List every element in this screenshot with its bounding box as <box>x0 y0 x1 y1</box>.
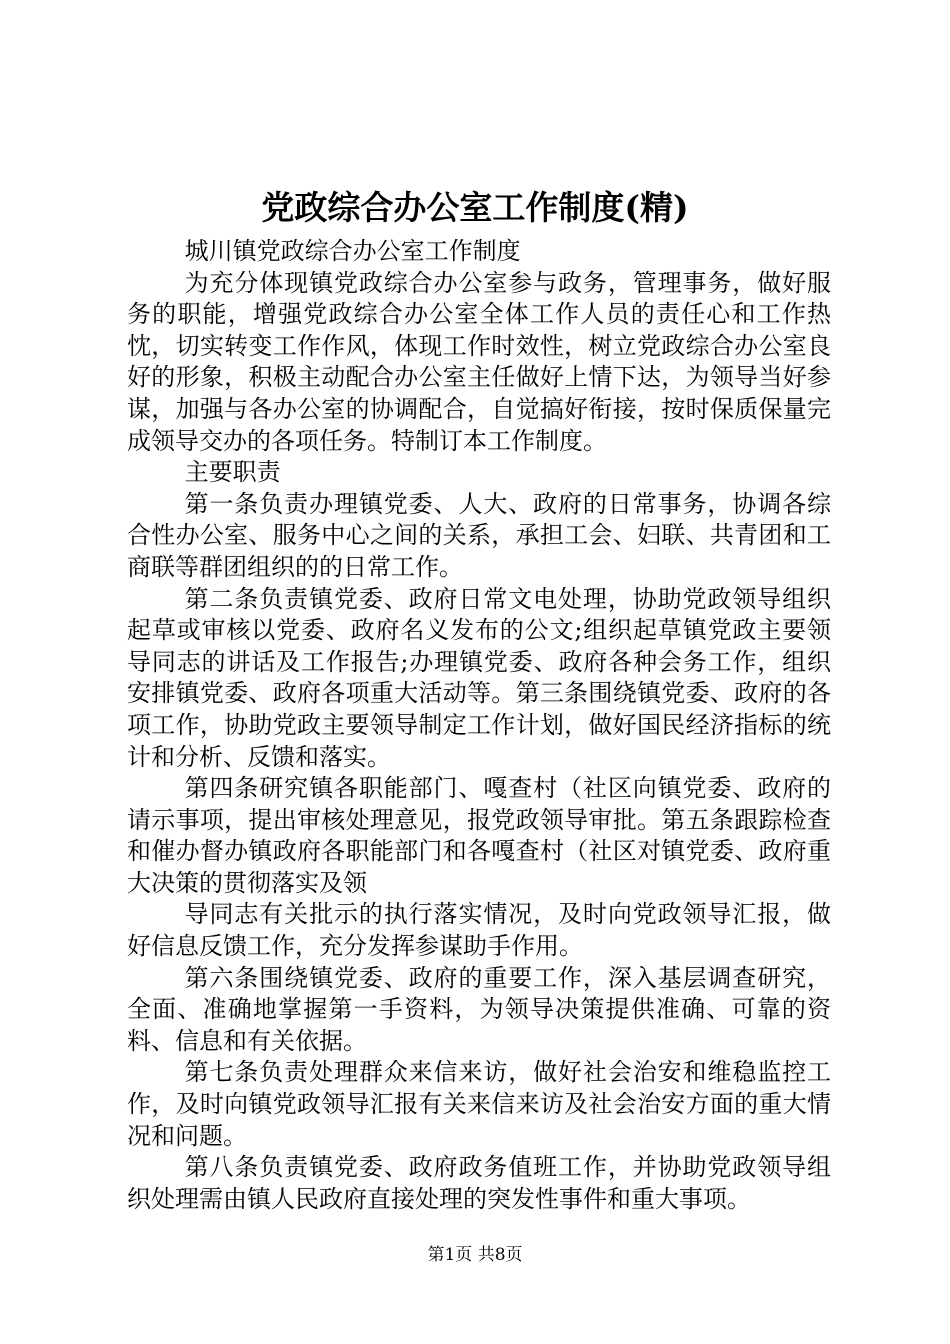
document-title: 党政综合办公室工作制度(精) <box>261 188 689 227</box>
paragraph-article-1: 第一条负责办理镇党委、人大、政府的日常事务，协调各综合性办公室、服务中心之间的关系，承担工会、妇联、共青团和工商联等群团组织的的日常工作。 <box>127 489 831 581</box>
paragraph-article-4-5: 第四条研究镇各职能部门、嘎查村（社区向镇党委、政府的请示事项，提出审核处理意见，报党政领导审批。第五条跟踪检查和催办督办镇政府各职能部门和各嘎查村（社区对镇党委、政府重大决策的贯彻落实及领 <box>127 774 831 897</box>
document-body <box>127 236 831 1215</box>
paragraph-article-8: 第八条负责镇党委、政府政务值班工作，并协助党政领导组织处理需由镇人民政府直接处理的突发性事件和重大事项。 <box>127 1153 831 1213</box>
paragraph-article-5-cont: 导同志有关批示的执行落实情况，及时向党政领导汇报，做好信息反馈工作，充分发挥参谋助手作用。 <box>127 900 831 961</box>
paragraph-article-6: 第六条围绕镇党委、政府的重要工作，深入基层调查研究，全面、准确地掌握第一手资料，为领导决策提供准确、可靠的资料、信息和有关依据。 <box>127 963 831 1055</box>
paragraph-intro: 为充分体现镇党政综合办公室参与政务，管理事务，做好服务的职能，增强党政综合办公室全体工作人员的责任心和工作热忱，切实转变工作作风，体现工作时效性，树立党政综合办公室良好的形象，积极主动配合办公室主任做好上情下达，为领导当好参谋，加强与各办公室的协调配合，自觉搞好衔接，按时保质保量完成领导交办的各项任务。特制订本工作制度。 <box>127 268 831 455</box>
paragraph-article-7: 第七条负责处理群众来信来访，做好社会治安和维稳监控工作，及时向镇党政领导汇报有关来信来访及社会治安方面的重大情况和问题。 <box>127 1058 831 1150</box>
paragraph-subtitle: 城川镇党政综合办公室工作制度 <box>184 237 521 265</box>
paragraph-article-2-3: 第二条负责镇党委、政府日常文电处理，协助党政领导组织起草或审核以党委、政府名义发布的公文;组织起草镇党政主要领导同志的讲话及工作报告;办理镇党委、政府各种会务工作，组织安排镇党委、政府各项重大活动等。第三条围绕镇党委、政府的各项工作，协助党政主要领导制定工作计划，做好国民经济指标的统计和分析、反馈和落实。 <box>127 584 831 771</box>
page-footer: 第1页 共8页 <box>427 1245 523 1265</box>
paragraph-heading-duties: 主要职责 <box>184 458 281 487</box>
